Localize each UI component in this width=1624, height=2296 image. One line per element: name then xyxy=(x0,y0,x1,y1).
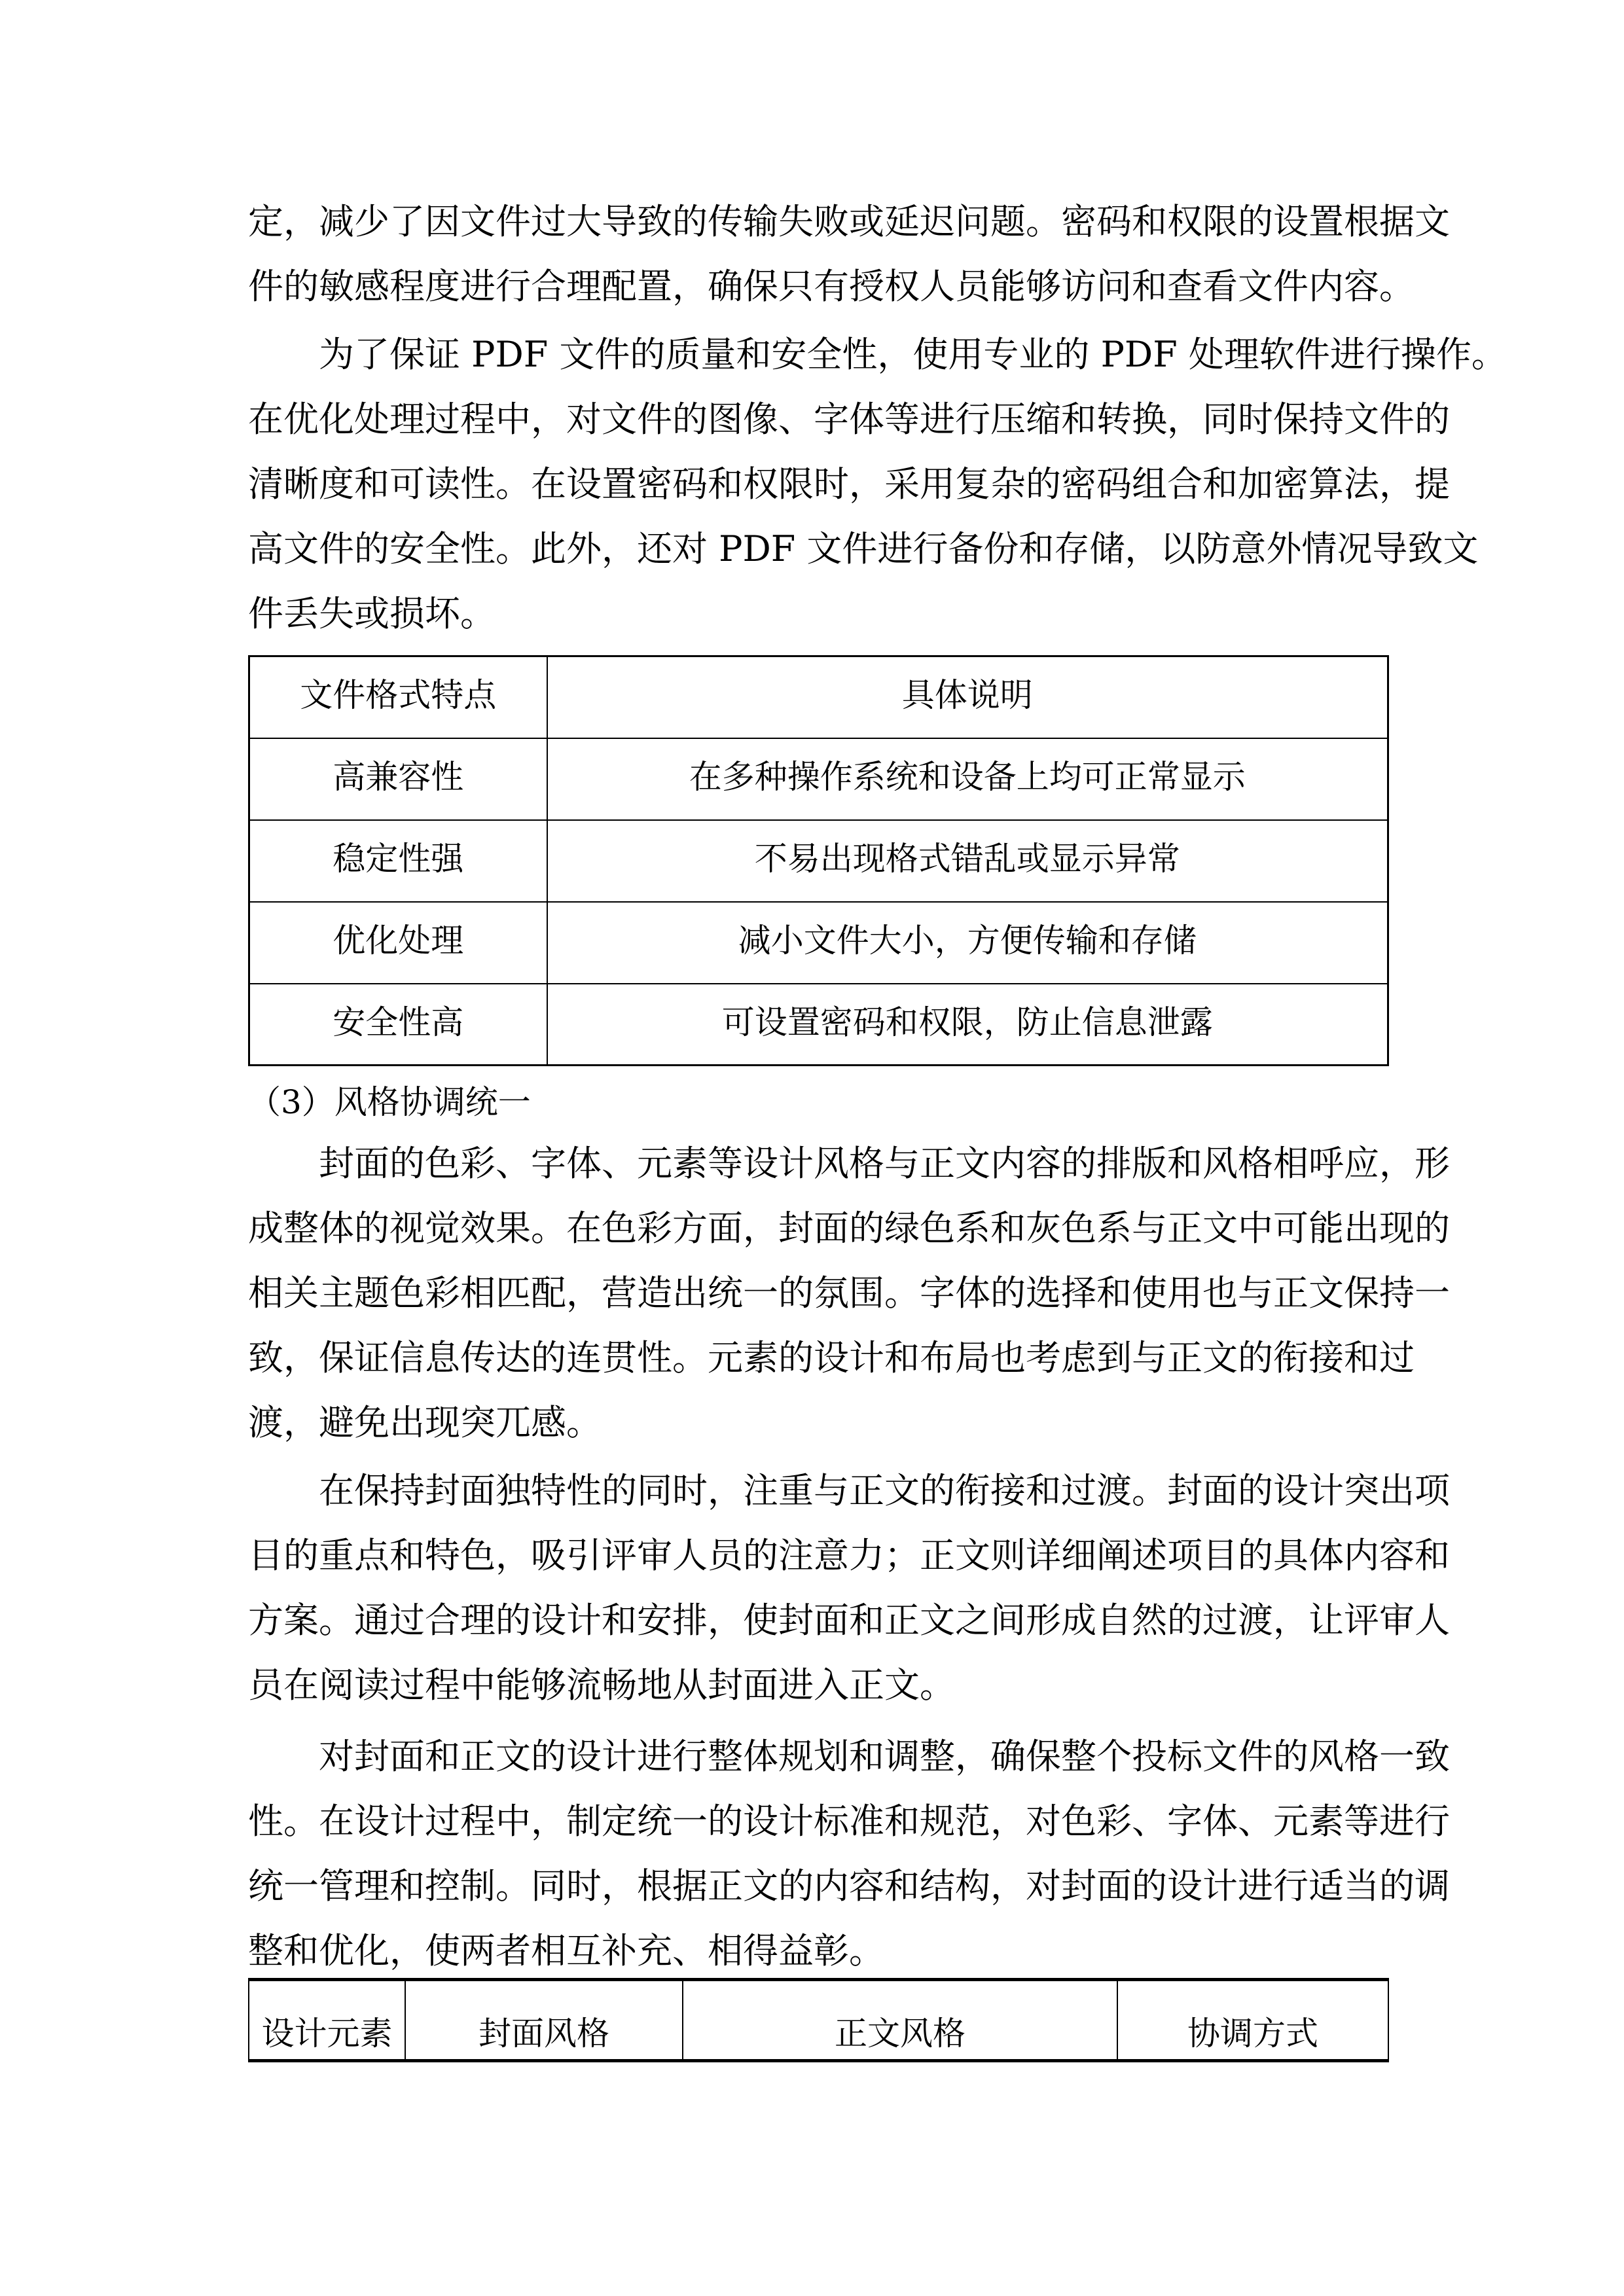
text-line: 清晰度和可读性。在设置密码和权限时，采用复杂的密码组合和加密算法，提 xyxy=(248,463,1450,505)
table-cell: 减小文件大小，方便传输和存储 xyxy=(547,902,1388,984)
table-row xyxy=(249,820,1388,902)
text-line: 成整体的视觉效果。在色彩方面，封面的绿色系和灰色系与正文中可能出现的 xyxy=(248,1208,1450,1249)
text-line: 方案。通过合理的设计和安排，使封面和正文之间形成自然的过渡，让评审人 xyxy=(248,1600,1450,1641)
table-header-cell: 正文风格 xyxy=(683,1980,1117,2061)
table-cell: 在多种操作系统和设备上均可正常显示 xyxy=(547,738,1388,820)
text-line: 致，保证信息传达的连贯性。元素的设计和布局也考虑到与正文的衔接和过 xyxy=(248,1337,1415,1378)
table-row xyxy=(249,738,1388,820)
table-row xyxy=(249,902,1388,984)
text-line: 封面的色彩、字体、元素等设计风格与正文内容的排版和风格相呼应，形 xyxy=(319,1143,1450,1184)
table-cell: 高兼容性 xyxy=(249,738,547,820)
table-cell: 优化处理 xyxy=(249,902,547,984)
text-line: 定，减少了因文件过大导致的传输失败或延迟问题。密码和权限的设置根据文 xyxy=(248,201,1450,242)
style-coordination-table xyxy=(248,1978,1389,2062)
table-header-cell: 设计元素 xyxy=(249,1980,405,2061)
table-cell: 不易出现格式错乱或显示异常 xyxy=(547,820,1388,902)
text-line: 渡，避免出现突兀感。 xyxy=(248,1402,602,1443)
table-header-cell: 封面风格 xyxy=(405,1980,683,2061)
section-heading: （3）风格协调统一 xyxy=(248,1083,531,1121)
paragraph-2 xyxy=(248,322,1507,646)
text-line: 在优化处理过程中，对文件的图像、字体等进行压缩和转换，同时保持文件的 xyxy=(248,399,1450,440)
text-line: 为了保证 PDF 文件的质量和安全性，使用专业的 PDF 处理软件进行操作。 xyxy=(319,334,1507,375)
text-line: 对封面和正文的设计进行整体规划和调整，确保整个投标文件的风格一致 xyxy=(319,1736,1450,1777)
paragraph-3 xyxy=(248,1131,1450,1455)
text-line: 员在阅读过程中能够流畅地从封面进入正文。 xyxy=(248,1664,955,1706)
text-line: 在保持封面独特性的同时，注重与正文的衔接和过渡。封面的设计突出项 xyxy=(319,1470,1450,1511)
text-line: 相关主题色彩相匹配，营造出统一的氛围。字体的选择和使用也与正文保持一 xyxy=(248,1272,1450,1314)
table-cell: 可设置密码和权限，防止信息泄露 xyxy=(547,984,1388,1066)
paragraph-1 xyxy=(248,189,1450,319)
file-format-table xyxy=(248,655,1389,1066)
table-header-row xyxy=(249,656,1388,738)
text-line: 整和优化，使两者相互补充、相得益彰。 xyxy=(248,1930,884,1971)
table-row xyxy=(249,984,1388,1066)
table-header-cell: 协调方式 xyxy=(1117,1980,1388,2061)
table-header-cell: 具体说明 xyxy=(547,656,1388,738)
table-header-row xyxy=(249,1980,1388,2061)
text-line: 统一管理和控制。同时，根据正文的内容和结构，对封面的设计进行适当的调 xyxy=(248,1865,1450,1907)
text-line: 目的重点和特色，吸引评审人员的注意力；正文则详细阐述项目的具体内容和 xyxy=(248,1535,1450,1576)
text-line: 性。在设计过程中，制定统一的设计标准和规范，对色彩、字体、元素等进行 xyxy=(248,1801,1450,1842)
table-cell: 稳定性强 xyxy=(249,820,547,902)
table-header-cell: 文件格式特点 xyxy=(249,656,547,738)
table-cell: 安全性高 xyxy=(249,984,547,1066)
text-line: 件丢失或损坏。 xyxy=(248,593,496,634)
paragraph-4 xyxy=(248,1458,1450,1717)
text-line: 件的敏感程度进行合理配置，确保只有授权人员能够访问和查看文件内容。 xyxy=(248,266,1415,307)
paragraph-5 xyxy=(248,1724,1450,1983)
text-line: 高文件的安全性。此外，还对 PDF 文件进行备份和存储，以防意外情况导致文 xyxy=(248,528,1479,569)
